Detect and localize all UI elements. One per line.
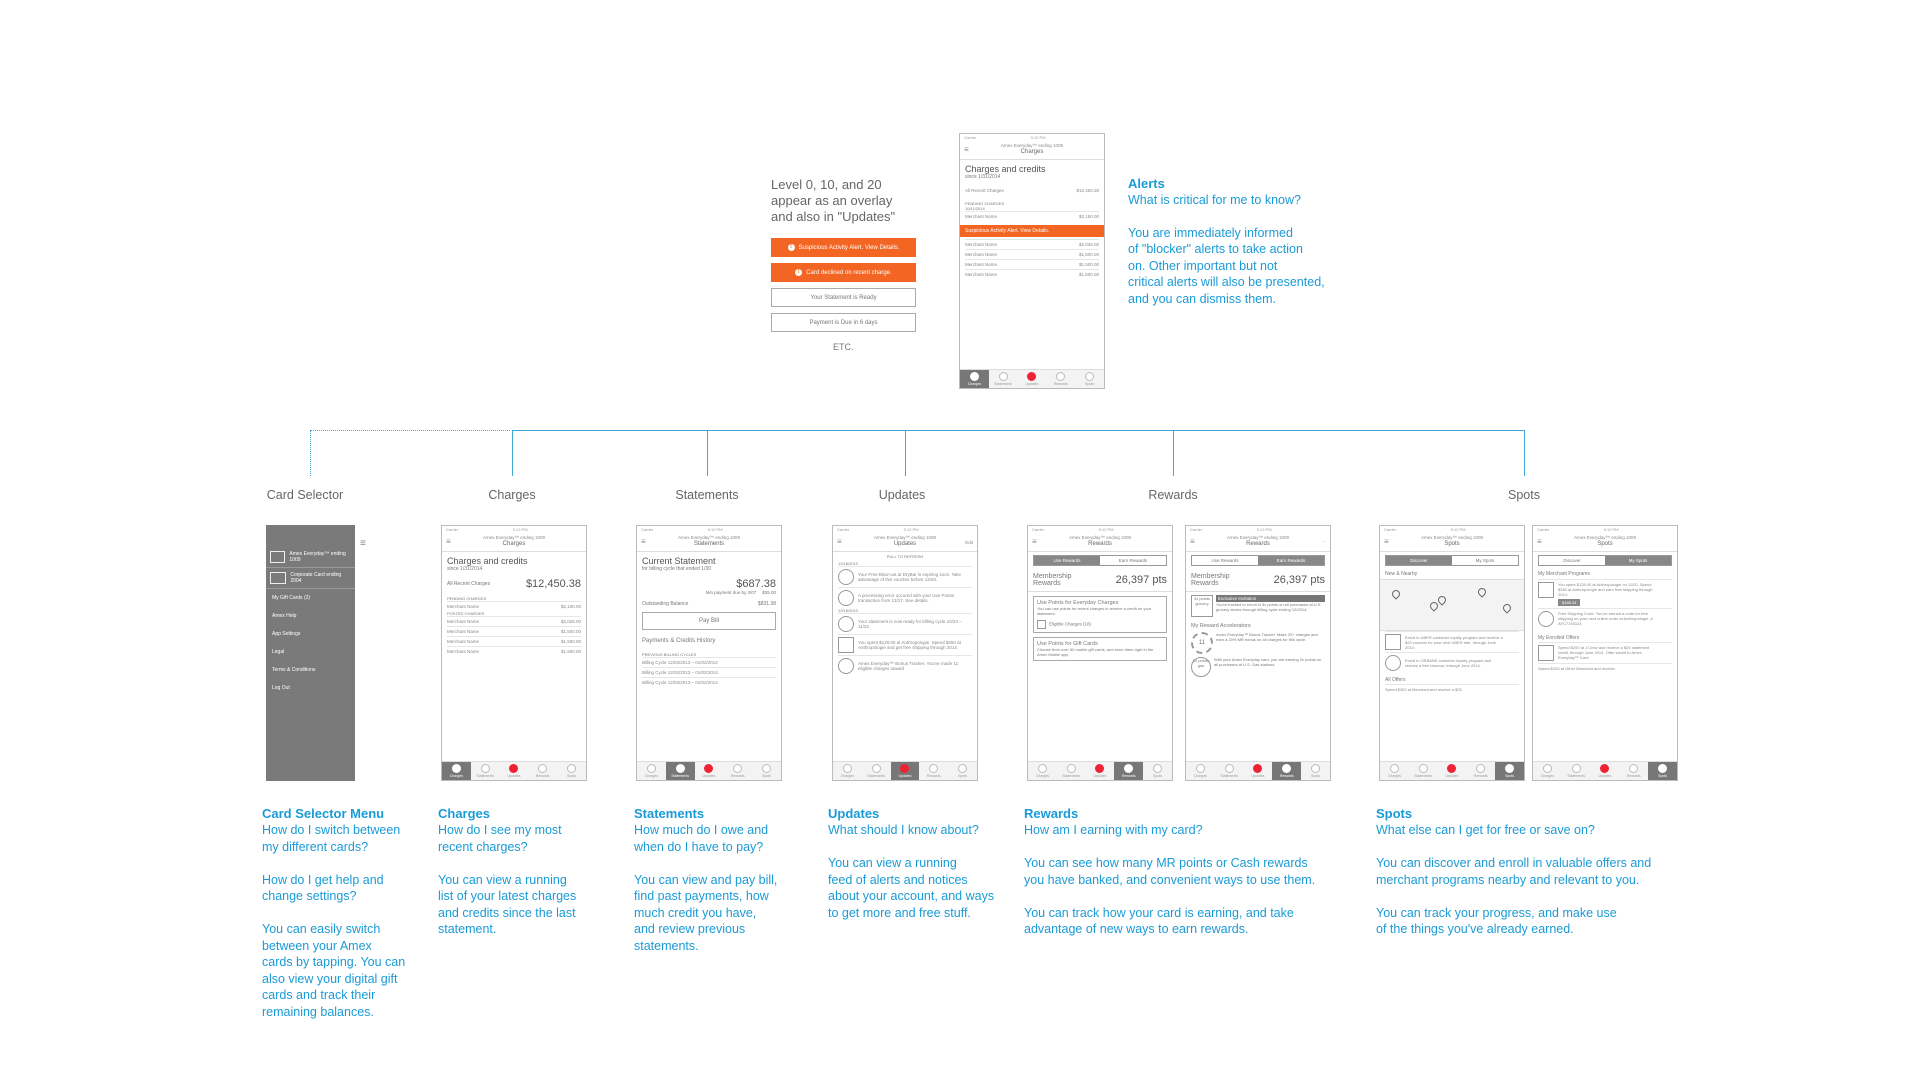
desc-text: What else can I get for free or save on? You can discover and enroll in valuable offers and merchant programs nearby and relevant to you. You can track your progress, and make use of the things you've already earned. <box>1376 823 1652 936</box>
accelerator-item[interactable]: 11 Amex Everyday™ Bonus Tracker. Make 20+ charges and earn a 20% MR bonus on all charges for this cycle. <box>1191 632 1325 654</box>
tab-bar <box>442 761 586 780</box>
charges-phone <box>441 525 587 781</box>
gift-icon <box>838 569 854 585</box>
menu-item-legal[interactable]: Legal <box>272 649 285 655</box>
all-recent-label: All Recent Charges <box>447 581 491 587</box>
tab-rewards[interactable]: Rewards <box>1272 762 1301 780</box>
screen-header: ≡ Amex Everyday™ ending 1009 Charges <box>442 535 586 552</box>
tab-spots[interactable]: Spots <box>1143 762 1172 780</box>
merchant-programs-label: My Merchant Programs <box>1538 571 1590 577</box>
pending-label: PENDING CHARGES <box>447 596 487 601</box>
checkbox-icon <box>1037 620 1046 629</box>
label-spots: Spots <box>1508 488 1540 502</box>
merchant-logo-icon <box>1385 634 1401 650</box>
mr-label: Membership Rewards <box>1191 573 1230 587</box>
charge-row[interactable]: Merchant Name $1,500.00 <box>447 626 581 636</box>
posted-label: POSTED CHARGES <box>447 611 485 616</box>
update-item[interactable]: A processing error occured with your Use Points transaction from 12/17. See details. <box>838 587 972 608</box>
charge-row[interactable]: Merchant Name $1,500.00 <box>965 259 1099 269</box>
tab-rewards[interactable]: Rewards <box>1046 370 1075 388</box>
tab-rewards[interactable]: Rewards <box>919 762 948 780</box>
tab-charges[interactable]: Charges <box>833 762 862 780</box>
connector-drop-charges <box>512 430 513 476</box>
tab-statements[interactable]: Statements <box>1562 762 1591 780</box>
desc-text: What should I know about? You can view a running feed of alerts and notices about your account, and ways to get more and free stuff. <box>828 823 995 920</box>
outstanding-amount: $831.38 <box>757 601 776 607</box>
status-bar: Carrier 9:12 PM <box>1190 527 1272 532</box>
tab-bar <box>1533 761 1677 780</box>
tab-statements[interactable]: Statements <box>471 762 500 780</box>
alerts-answer: You are immediately informed of "blocker" alerts to take action on. Other important but not critical alerts will also be presented, and you can dismiss them. <box>1128 225 1325 306</box>
tab-charges[interactable]: Charges <box>442 762 471 780</box>
rewards-segment <box>1191 555 1325 566</box>
tab-charges[interactable]: Charges <box>1186 762 1215 780</box>
alert-row-payment[interactable] <box>771 313 916 332</box>
desc-title: Updates <box>828 806 880 821</box>
overlay-note: Level 0, 10, and 20 appear as an overlay and also in "Updates" <box>771 177 896 224</box>
tab-updates[interactable]: Updates <box>1018 370 1047 388</box>
gas-badge: 2x points gas <box>1191 657 1211 677</box>
prev-cycles-label: PREVIOUS BILLING CYCLES <box>642 652 697 657</box>
statement-icon <box>838 616 854 632</box>
segment-my-spots[interactable]: My Spots <box>1605 556 1671 565</box>
card-icon <box>270 551 285 563</box>
etc-label: ETC. <box>833 342 854 352</box>
tab-statements[interactable]: Statements <box>862 762 891 780</box>
accelerators-title: My Reward Accelerators <box>1191 623 1251 629</box>
merchant-logo-icon <box>1538 582 1554 598</box>
status-bar: Carrier 9:12 PM <box>837 527 919 532</box>
tab-bar <box>833 761 977 780</box>
status-bar <box>960 134 1104 143</box>
more-icon[interactable]: ··· <box>1321 539 1326 544</box>
date-label: 12/18/2013 <box>838 561 859 566</box>
min-payment-label: Min payment due by 2/07 <box>705 590 757 595</box>
desc-charges <box>438 806 608 938</box>
menu-icon[interactable]: ≡ <box>360 538 366 549</box>
charge-row[interactable]: Merchant Name $1,500.00 <box>447 636 581 646</box>
offer-item[interactable]: Spend $300 at Merchant and receive a $25 <box>1385 684 1519 694</box>
checkbox-icon <box>1538 645 1554 661</box>
desc-text: How much do I owe and when do I have to pay? You can view and pay bill, find past payments, how much credit you have, and review previous statements. <box>634 823 778 953</box>
connector-dotted <box>310 430 510 431</box>
card-icon <box>270 572 286 584</box>
connector-line <box>512 430 1524 431</box>
warning-icon <box>838 590 854 606</box>
tab-bar <box>1186 761 1330 780</box>
statements-phone <box>636 525 782 781</box>
tab-updates[interactable]: Updates <box>1591 762 1620 780</box>
alerts-question: What is critical for me to know? <box>1128 193 1301 207</box>
tab-updates[interactable]: Updates <box>891 762 920 780</box>
label-rewards: Rewards <box>1148 488 1198 502</box>
charge-row[interactable]: Merchant Name $1,500.00 <box>965 269 1099 279</box>
updates-phone <box>832 525 978 781</box>
desc-title: Spots <box>1376 806 1413 821</box>
enrolled-offers-label: My Enrolled Offers <box>1538 635 1580 641</box>
tab-statements[interactable]: Statements <box>989 370 1018 388</box>
use-points-gift-cards[interactable]: Use Points for Gift Cards Choose from over 50 mobile gift cards, and store them right in the Amex Mobile app. <box>1033 637 1167 661</box>
rewards-phone-use <box>1027 525 1173 781</box>
tab-charges[interactable]: Charges <box>1533 762 1562 780</box>
tab-spots[interactable]: Spots <box>557 762 586 780</box>
desc-rewards <box>1024 806 1364 938</box>
label-updates: Updates <box>878 488 926 502</box>
segment-use-rewards[interactable]: Use Rewards <box>1034 556 1100 565</box>
tab-rewards[interactable]: Rewards <box>1619 762 1648 780</box>
tab-bar <box>960 369 1104 388</box>
all-recent-label: All Recent Charges <box>965 188 1004 193</box>
map[interactable] <box>1380 579 1524 631</box>
date-label: 12/18/2013 <box>838 608 859 613</box>
desc-title: Charges <box>438 806 491 821</box>
menu-item-gift-cards[interactable]: My Gift Cards (2) <box>272 595 311 601</box>
history-link[interactable]: Payments & Credits History <box>642 638 716 644</box>
card-name: Amex Everyday™ ending 1009 <box>1000 143 1064 148</box>
menu-icon[interactable]: ≡ <box>641 537 646 546</box>
merchant-logo-icon <box>838 637 854 653</box>
segment-discover[interactable]: Discover <box>1386 556 1452 565</box>
tab-charges[interactable]: Charges <box>637 762 666 780</box>
bonus-tracker-icon: 11 <box>1191 632 1213 654</box>
merchant-logo-icon <box>1538 611 1554 627</box>
overlay-alert[interactable]: Suspicious Activity Alert. View Details. <box>960 225 1104 237</box>
cycle-row[interactable]: Billing Cycle 12/02/2013 – 01/02/2014 <box>642 657 776 667</box>
tab-rewards[interactable]: Rewards <box>1466 762 1495 780</box>
carrier: Carrier <box>964 135 977 140</box>
alert-label: Payment is Due in 6 days <box>809 319 878 326</box>
tab-statements[interactable]: Statements <box>1409 762 1438 780</box>
rewards-segment <box>1033 555 1167 566</box>
desc-title: Card Selector Menu <box>262 806 385 821</box>
desc-spots <box>1376 806 1706 938</box>
screen-header: ≡ Amex Everyday™ ending 1009 Spots <box>1533 535 1677 552</box>
points-balance: 26,397 pts <box>1115 574 1167 586</box>
tab-updates[interactable]: Updates <box>1244 762 1273 780</box>
all-offers-label: All Offers <box>1385 677 1406 683</box>
tab-spots[interactable]: Spots <box>948 762 977 780</box>
charges-heading: Charges and credits <box>447 556 528 566</box>
charge-row[interactable]: Merchant Name $2,026.00 <box>965 239 1099 249</box>
pay-bill-button[interactable]: Pay Bill <box>642 612 776 630</box>
menu-icon[interactable]: ≡ <box>1537 537 1542 546</box>
alert-label: Your Statement is Ready <box>810 294 877 301</box>
edit-button[interactable]: Edit <box>965 540 973 545</box>
desc-statements <box>634 806 804 954</box>
tab-spots[interactable]: Spots <box>1075 370 1104 388</box>
tab-statements[interactable]: Statements <box>1215 762 1244 780</box>
tab-spots[interactable]: Spots <box>752 762 781 780</box>
map-pin-icon[interactable] <box>1476 586 1487 597</box>
offer-item[interactable]: Enroll in UBER customer loyalty program and receive a $20 voucher for your next UBER ride, through June 2014. <box>1385 631 1519 652</box>
map-pin-icon[interactable] <box>1501 602 1512 613</box>
alert-row-statement[interactable] <box>771 288 916 307</box>
card-item-corporate[interactable]: Corporate Card ending 2004 <box>266 568 355 589</box>
pending-label: PENDING CHARGES <box>965 201 1005 206</box>
program-item[interactable]: You spent $128.00 at Anthropologie on 11/20. Spend $250 at Anthropologie and earn free shipping through 2014. $188.34 <box>1538 579 1672 608</box>
spots-segment <box>1385 555 1519 566</box>
tab-spots[interactable]: Spots <box>1301 762 1330 780</box>
update-item[interactable]: Amex Everyday™ Bonus Tracker. You've made 11 eligible charges toward <box>838 655 972 676</box>
total-amount: $12,450.38 <box>1076 188 1099 193</box>
desc-title: Statements <box>634 806 705 821</box>
charge-row[interactable]: Merchant Name $2,026.00 <box>447 616 581 626</box>
segment-my-spots[interactable]: My Spots <box>1475 558 1495 563</box>
spots-segment <box>1538 555 1672 566</box>
tab-bar <box>1028 761 1172 780</box>
total-amount: $12,450.38 <box>525 578 581 590</box>
charge-row[interactable]: Merchant Name $2,150.00 <box>965 211 1099 221</box>
alert-icon: ! <box>788 244 795 251</box>
desc-text: How am I earning with my card? You can see how many MR points or Cash rewards you have banked, and convenient ways to use them. You can track how your card is earning, and take advantage of new ways to earn rewards. <box>1024 823 1316 936</box>
update-item[interactable]: Your statement is now ready for billing cycle 10/23 – 11/22. <box>838 613 972 634</box>
charge-row[interactable]: Merchant Name $2,150.00 <box>447 601 581 611</box>
merchant-logo-icon <box>1385 655 1401 671</box>
screen-header: ≡ Amex Everyday™ ending 1009 Rewards <box>1028 535 1172 552</box>
tab-updates[interactable]: Updates <box>695 762 724 780</box>
spots-phone-my-spots <box>1532 525 1678 781</box>
label-card-selector: Card Selector <box>266 488 344 502</box>
tab-rewards[interactable]: Rewards <box>1114 762 1143 780</box>
alerts-title: Alerts <box>1128 176 1165 191</box>
card-selector-phone <box>266 525 355 781</box>
tab-statements[interactable]: Statements <box>1057 762 1086 780</box>
update-item[interactable]: Your Free Blow-out at DryBar is expiring soon. Take advantage of this voucher before 12/20. <box>838 566 972 587</box>
status-bar: Carrier 9:12 PM <box>1537 527 1619 532</box>
menu-item-logout[interactable]: Log Out <box>272 685 290 691</box>
alert-row-suspicious[interactable] <box>771 238 916 257</box>
menu-icon[interactable]: ≡ <box>446 537 451 546</box>
status-bar: Carrier 9:12 PM <box>1032 527 1114 532</box>
rewards-phone-earn <box>1185 525 1331 781</box>
use-points-charges[interactable]: Use Points for Everyday Charges You can use points for recent charges to receive a credit on your statement. Eligible Charges (18) <box>1033 596 1167 633</box>
mr-label: Membership Rewards <box>1033 573 1072 587</box>
tab-charges[interactable]: Charges <box>1380 762 1409 780</box>
statement-heading: Current Statement <box>642 556 716 566</box>
charges-heading: Charges and credits <box>965 164 1046 174</box>
charge-row[interactable]: Merchant Name $1,500.00 <box>965 249 1099 259</box>
tab-bar <box>1380 761 1524 780</box>
alert-label: Card declined on recent charge. <box>806 269 892 276</box>
accelerator-item[interactable]: 2x points gas With your Amex Everyday card, you are earning 2x points on all purchases at U.S. Gas stations. <box>1191 657 1325 677</box>
screen-header <box>960 143 1104 160</box>
grocery-badge: 3x points grocery <box>1191 595 1213 617</box>
cycle-row[interactable]: Billing Cycle 12/02/2013 – 01/02/2014 <box>642 677 776 687</box>
tracker-icon <box>838 658 854 674</box>
outstanding-label: Outstanding Balance <box>642 601 689 607</box>
card-item-everyday[interactable]: Amex Everyday™ ending 1009 <box>266 547 355 568</box>
tab-charges[interactable]: Charges <box>960 370 989 388</box>
program-item[interactable]: Free Shipping Code. You've earned a code for free shipping on your next online order at Anthropologie. # AFC7193124 <box>1538 608 1672 629</box>
time: 9:12 PM <box>1030 135 1046 140</box>
alerts-description <box>1128 176 1388 307</box>
nearby-label: New & Nearby <box>1385 571 1418 577</box>
enrolled-item[interactable]: Spend $200 at J.Crew and receive a $25 statement credit, through June 2014. Offer saved to Amex Everyday™ Card <box>1538 642 1672 663</box>
alert-phone <box>959 133 1105 389</box>
status-bar: Carrier 9:12 PM <box>1384 527 1466 532</box>
tab-statements[interactable]: Statements <box>666 762 695 780</box>
tab-spots[interactable]: Spots <box>1495 762 1524 780</box>
spots-phone-discover <box>1379 525 1525 781</box>
tab-bar <box>637 761 781 780</box>
min-payment-amount: $35.00 <box>762 590 776 595</box>
tab-rewards[interactable]: Rewards <box>528 762 557 780</box>
menu-icon[interactable]: ≡ <box>837 537 842 546</box>
enrolled-item[interactable]: Spend $100 at Other Merchant and receive <box>1538 663 1672 673</box>
statement-sub: for billing cycle that ended 1/30 <box>642 566 711 572</box>
tab-updates[interactable]: Updates <box>1086 762 1115 780</box>
status-bar: Carrier 9:12 PM <box>641 527 723 532</box>
connector-drop-updates <box>905 430 906 476</box>
menu-item-terms[interactable]: Terms & Conditions <box>272 667 316 673</box>
statement-amount: $687.38 <box>736 578 776 590</box>
map-pin-icon[interactable] <box>1390 588 1401 599</box>
menu-icon[interactable]: ≡ <box>1384 537 1389 546</box>
tab-charges[interactable]: Charges <box>1028 762 1057 780</box>
segment-use-rewards[interactable]: Use Rewards <box>1211 558 1239 563</box>
segment-earn-rewards[interactable]: Earn Rewards <box>1118 558 1148 563</box>
pull-to-refresh[interactable]: PULL TO REFRESH <box>886 554 924 559</box>
cycle-row[interactable]: Billing Cycle 12/02/2013 – 01/02/2014 <box>642 667 776 677</box>
tab-updates[interactable]: Updates <box>1438 762 1467 780</box>
segment-earn-rewards[interactable]: Earn Rewards <box>1258 556 1324 565</box>
status-bar: Carrier 9:12 PM <box>446 527 528 532</box>
tab-rewards[interactable]: Rewards <box>723 762 752 780</box>
menu-item-settings[interactable]: App Settings <box>272 631 301 637</box>
points-balance: 26,397 pts <box>1273 574 1325 586</box>
since-date: since 1/31/2014 <box>965 174 1001 180</box>
menu-icon[interactable]: ≡ <box>964 145 969 154</box>
menu-item-help[interactable]: Amex Help <box>272 613 297 619</box>
screen-header: ≡ Amex Everyday™ ending 1009 Statements <box>637 535 781 552</box>
tab-spots[interactable]: Spots <box>1648 762 1677 780</box>
progress-amount: $188.34 <box>1558 599 1580 606</box>
menu-icon[interactable]: ≡ <box>1190 537 1195 546</box>
label-statements: Statements <box>675 488 739 502</box>
screen-header: ≡ Amex Everyday™ ending 1009 Spots <box>1380 535 1524 552</box>
desc-updates <box>828 806 1018 921</box>
date-label: 10/11/2014 <box>965 206 985 211</box>
menu-icon[interactable]: ≡ <box>1032 537 1037 546</box>
connector-dotted-drop <box>310 430 311 476</box>
alert-row-declined[interactable] <box>771 263 916 282</box>
desc-text: How do I switch between my different cards? How do I get help and change settings? You can easily switch between your Amex cards by tapping. You can also view your digital gift cards and track their remaining balances. <box>262 823 406 1019</box>
offer-item[interactable]: Enroll in ORBANS customer loyalty program and receive a free blowout, through June 2014. <box>1385 652 1519 673</box>
tab-updates[interactable]: Updates <box>500 762 529 780</box>
since-date: since 1/31/2014 <box>447 566 483 572</box>
label-charges: Charges <box>488 488 536 502</box>
alert-icon: ! <box>795 269 802 276</box>
desc-text: How do I see my most recent charges? You can view a running list of your latest charges and credits since the last statement. <box>438 823 577 936</box>
desc-title: Rewards <box>1024 806 1079 821</box>
segment-discover[interactable]: Discover <box>1563 558 1581 563</box>
exclusive-invitation[interactable]: 3x points grocery Exclusive Invitation You're tracked to enroll in 3x points on all purchases at U.S. grocery stores through billing cycle ending 12/2014. <box>1191 595 1325 617</box>
connector-drop-rewards <box>1173 430 1174 476</box>
update-item[interactable]: You spent $128.00 at Anthropologie. Spend $250 at Anthropologie and get free shipping through 2014. <box>838 634 972 655</box>
desc-card-selector <box>262 806 427 1020</box>
screen-title: Charges <box>1020 149 1044 155</box>
alert-label: Suspicious Activity Alert. View Details. <box>798 244 900 251</box>
screen-header: ≡ ··· Amex Everyday™ ending 1009 Rewards <box>1186 535 1330 552</box>
connector-drop-statements <box>707 430 708 476</box>
screen-header: ≡ Edit Amex Everyday™ ending 1009 Updates <box>833 535 977 552</box>
charge-row[interactable]: Merchant Name $1,500.00 <box>447 646 581 656</box>
connector-drop-spots <box>1524 430 1525 476</box>
